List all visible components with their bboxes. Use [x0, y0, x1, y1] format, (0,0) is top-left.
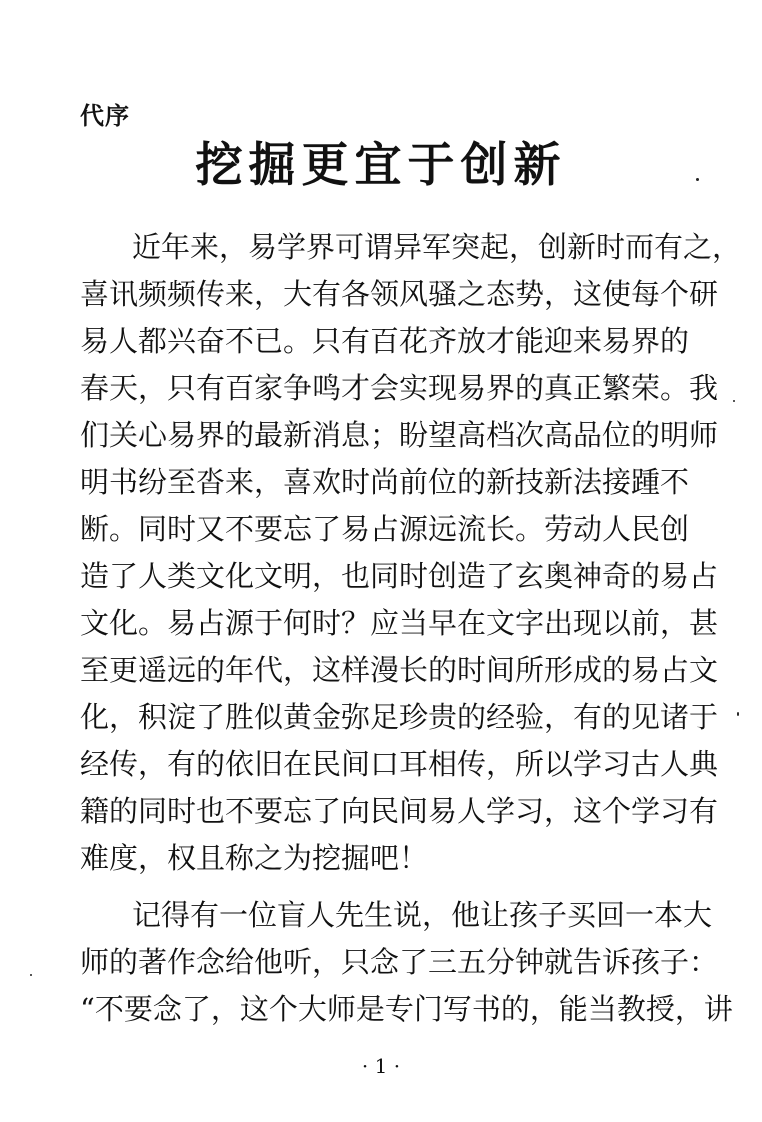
paragraph-1 — [80, 224, 742, 882]
text-line: 造了人类文化文明，也同时创造了玄奥神奇的易占 — [80, 559, 719, 593]
text-line: 们关心易界的最新消息；盼望高档次高品位的明师 — [80, 418, 719, 452]
scan-speck — [696, 178, 699, 181]
scan-speck — [737, 712, 739, 716]
text-line: 断。同时又不要忘了易占源远流长。劳动人民创 — [80, 512, 690, 546]
text-line: 易人都兴奋不已。只有百花齐放才能迎来易界的 — [80, 324, 690, 358]
text-line: 记得有一位盲人先生说，他让孩子买回一本大 — [132, 898, 713, 932]
paragraph-gap — [80, 882, 680, 892]
text-line: 文化。易占源于何时？应当早在文字出现以前，甚 — [80, 606, 719, 640]
text-line: 至更遥远的年代，这样漫长的时间所形成的易占文 — [80, 653, 719, 687]
text-line: 籍的同时也不要忘了向民间易人学习，这个学习有 — [80, 794, 719, 828]
body-text — [80, 224, 742, 1033]
paragraph-2 — [80, 892, 733, 1033]
text-line: 化，积淀了胜似黄金弥足珍贵的经验，有的见诸于 — [80, 700, 719, 734]
scan-speck — [30, 974, 32, 976]
page-title: 挖掘更宜于创新 — [195, 138, 567, 193]
page-number: · 1 · — [361, 1054, 401, 1078]
text-line: 近年来，易学界可谓异军突起，创新时而有之， — [132, 230, 742, 264]
section-label: 代序 — [80, 102, 130, 130]
text-line: 明书纷至沓来，喜欢时尚前位的新技新法接踵不 — [80, 465, 690, 499]
scan-speck — [733, 400, 735, 402]
text-line: 经传，有的依旧在民间口耳相传，所以学习古人典 — [80, 747, 719, 781]
text-line: “不要念了，这个大师是专门写书的，能当教授，讲 — [80, 992, 733, 1026]
text-line: 喜讯频频传来，大有各领风骚之态势，这使每个研 — [80, 277, 719, 311]
text-line: 难度，权且称之为挖掘吧！ — [80, 841, 429, 875]
text-line: 春天，只有百家争鸣才会实现易界的真正繁荣。我 — [80, 371, 719, 405]
text-line: 师的著作念给他听，只念了三五分钟就告诉孩子： — [80, 945, 719, 979]
